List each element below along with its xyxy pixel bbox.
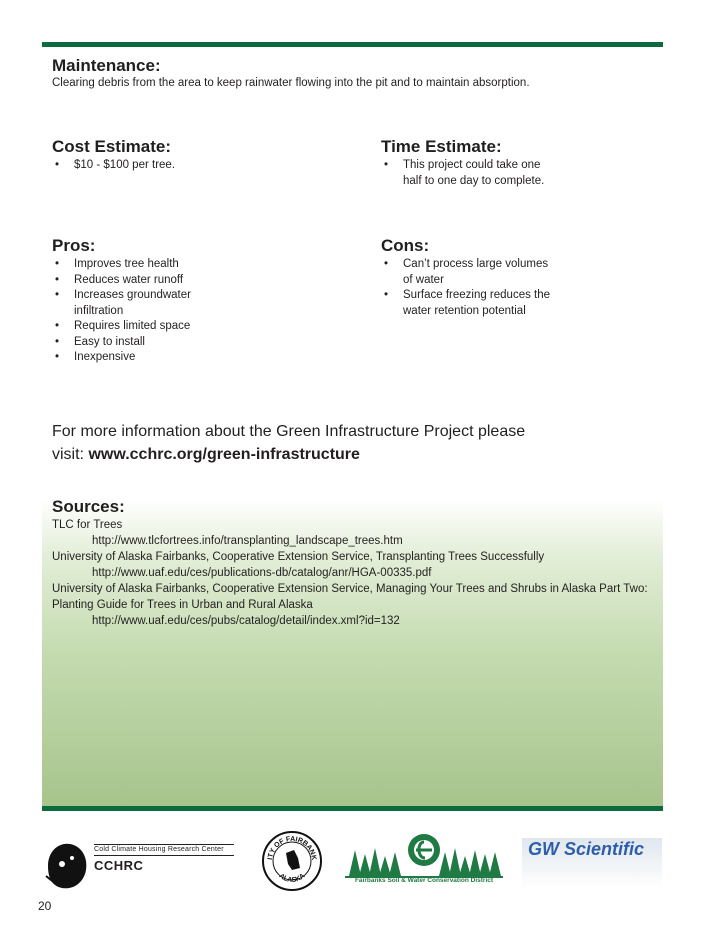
info-prefix: visit: <box>52 446 89 463</box>
seal-bottom-text: ALASKA <box>277 872 307 885</box>
top-rule <box>42 42 663 47</box>
cons-list <box>384 257 550 319</box>
list-item-continuation: infiltration <box>74 304 124 317</box>
fswcd-name: Fairbanks Soil & Water Conservation District <box>354 877 494 884</box>
info-url-link[interactable]: www.cchrc.org/green-infrastructure <box>88 446 360 463</box>
list-item: • This project could take one <box>384 159 541 171</box>
page-number: 20 <box>38 899 52 913</box>
list-item: • Requires limited space <box>55 320 191 332</box>
time-list <box>384 158 544 189</box>
gw-logo-text: GW Scientific <box>528 839 645 859</box>
cost-list <box>55 158 175 174</box>
source-url[interactable]: http://www.uaf.edu/ces/publications-db/catalog/anr/HGA-00335.pdf <box>92 567 432 579</box>
seal-top-text: ITY OF FAIRBANK <box>267 835 318 861</box>
maintenance-text: Clearing debris from the area to keep rainwater flowing into the pit and to maintain absorption. <box>52 77 530 89</box>
cchrc-emblem-icon <box>42 836 92 896</box>
gw-scientific-logo <box>522 828 664 898</box>
list-item: • Increases groundwater <box>55 289 191 301</box>
cchrc-logo <box>42 828 238 898</box>
cons-heading: Cons: <box>381 236 430 255</box>
source-title: University of Alaska Fairbanks, Cooperative Extension Service, Managing Your Trees and Shrubs in Alaska Part Two: <box>52 583 648 595</box>
list-item: • Inexpensive <box>55 351 136 363</box>
cchrc-full-name: Cold Climate Housing Research Center <box>94 844 234 856</box>
sources-heading: Sources: <box>52 497 125 516</box>
maintenance-heading: Maintenance: <box>52 56 161 75</box>
fswcd-logo <box>345 828 503 898</box>
list-item: • $10 - $100 per tree. <box>55 159 176 171</box>
source-title: TLC for Trees <box>52 519 123 531</box>
info-line-2 <box>52 446 360 464</box>
list-item-continuation: half to one day to complete. <box>403 174 545 187</box>
time-heading: Time Estimate: <box>381 137 502 156</box>
list-item: • Reduces water runoff <box>55 273 184 286</box>
fairbanks-seal-icon <box>262 828 322 894</box>
info-line-1: For more information about the Green Infrastructure Project please <box>52 423 526 440</box>
source-url[interactable]: http://www.tlcfortrees.info/transplanting_landscape_trees.htm <box>92 535 403 547</box>
source-url[interactable]: http://www.uaf.edu/ces/pubs/catalog/detail/index.xml?id=132 <box>92 615 400 627</box>
list-item-continuation: water retention potential <box>403 304 526 317</box>
pros-heading: Pros: <box>52 236 96 255</box>
list-item: • Easy to install <box>55 335 145 348</box>
cost-heading: Cost Estimate: <box>52 137 172 156</box>
sources-list <box>52 517 648 629</box>
list-item: • Can’t process large volumes <box>384 258 549 270</box>
cchrc-abbr: CCHRC <box>94 858 144 873</box>
list-item: • Improves tree health <box>55 258 179 270</box>
list-item-continuation: of water <box>403 273 444 286</box>
pros-list <box>55 257 191 366</box>
source-title-cont: Planting Guide for Trees in Urban and Rural Alaska <box>52 599 313 611</box>
fairbanks-seal <box>262 828 322 898</box>
source-title: University of Alaska Fairbanks, Cooperative Extension Service, Transplanting Trees Successfully <box>52 551 545 563</box>
bottom-rule <box>42 806 663 811</box>
list-item: • Surface freezing reduces the <box>384 289 551 301</box>
